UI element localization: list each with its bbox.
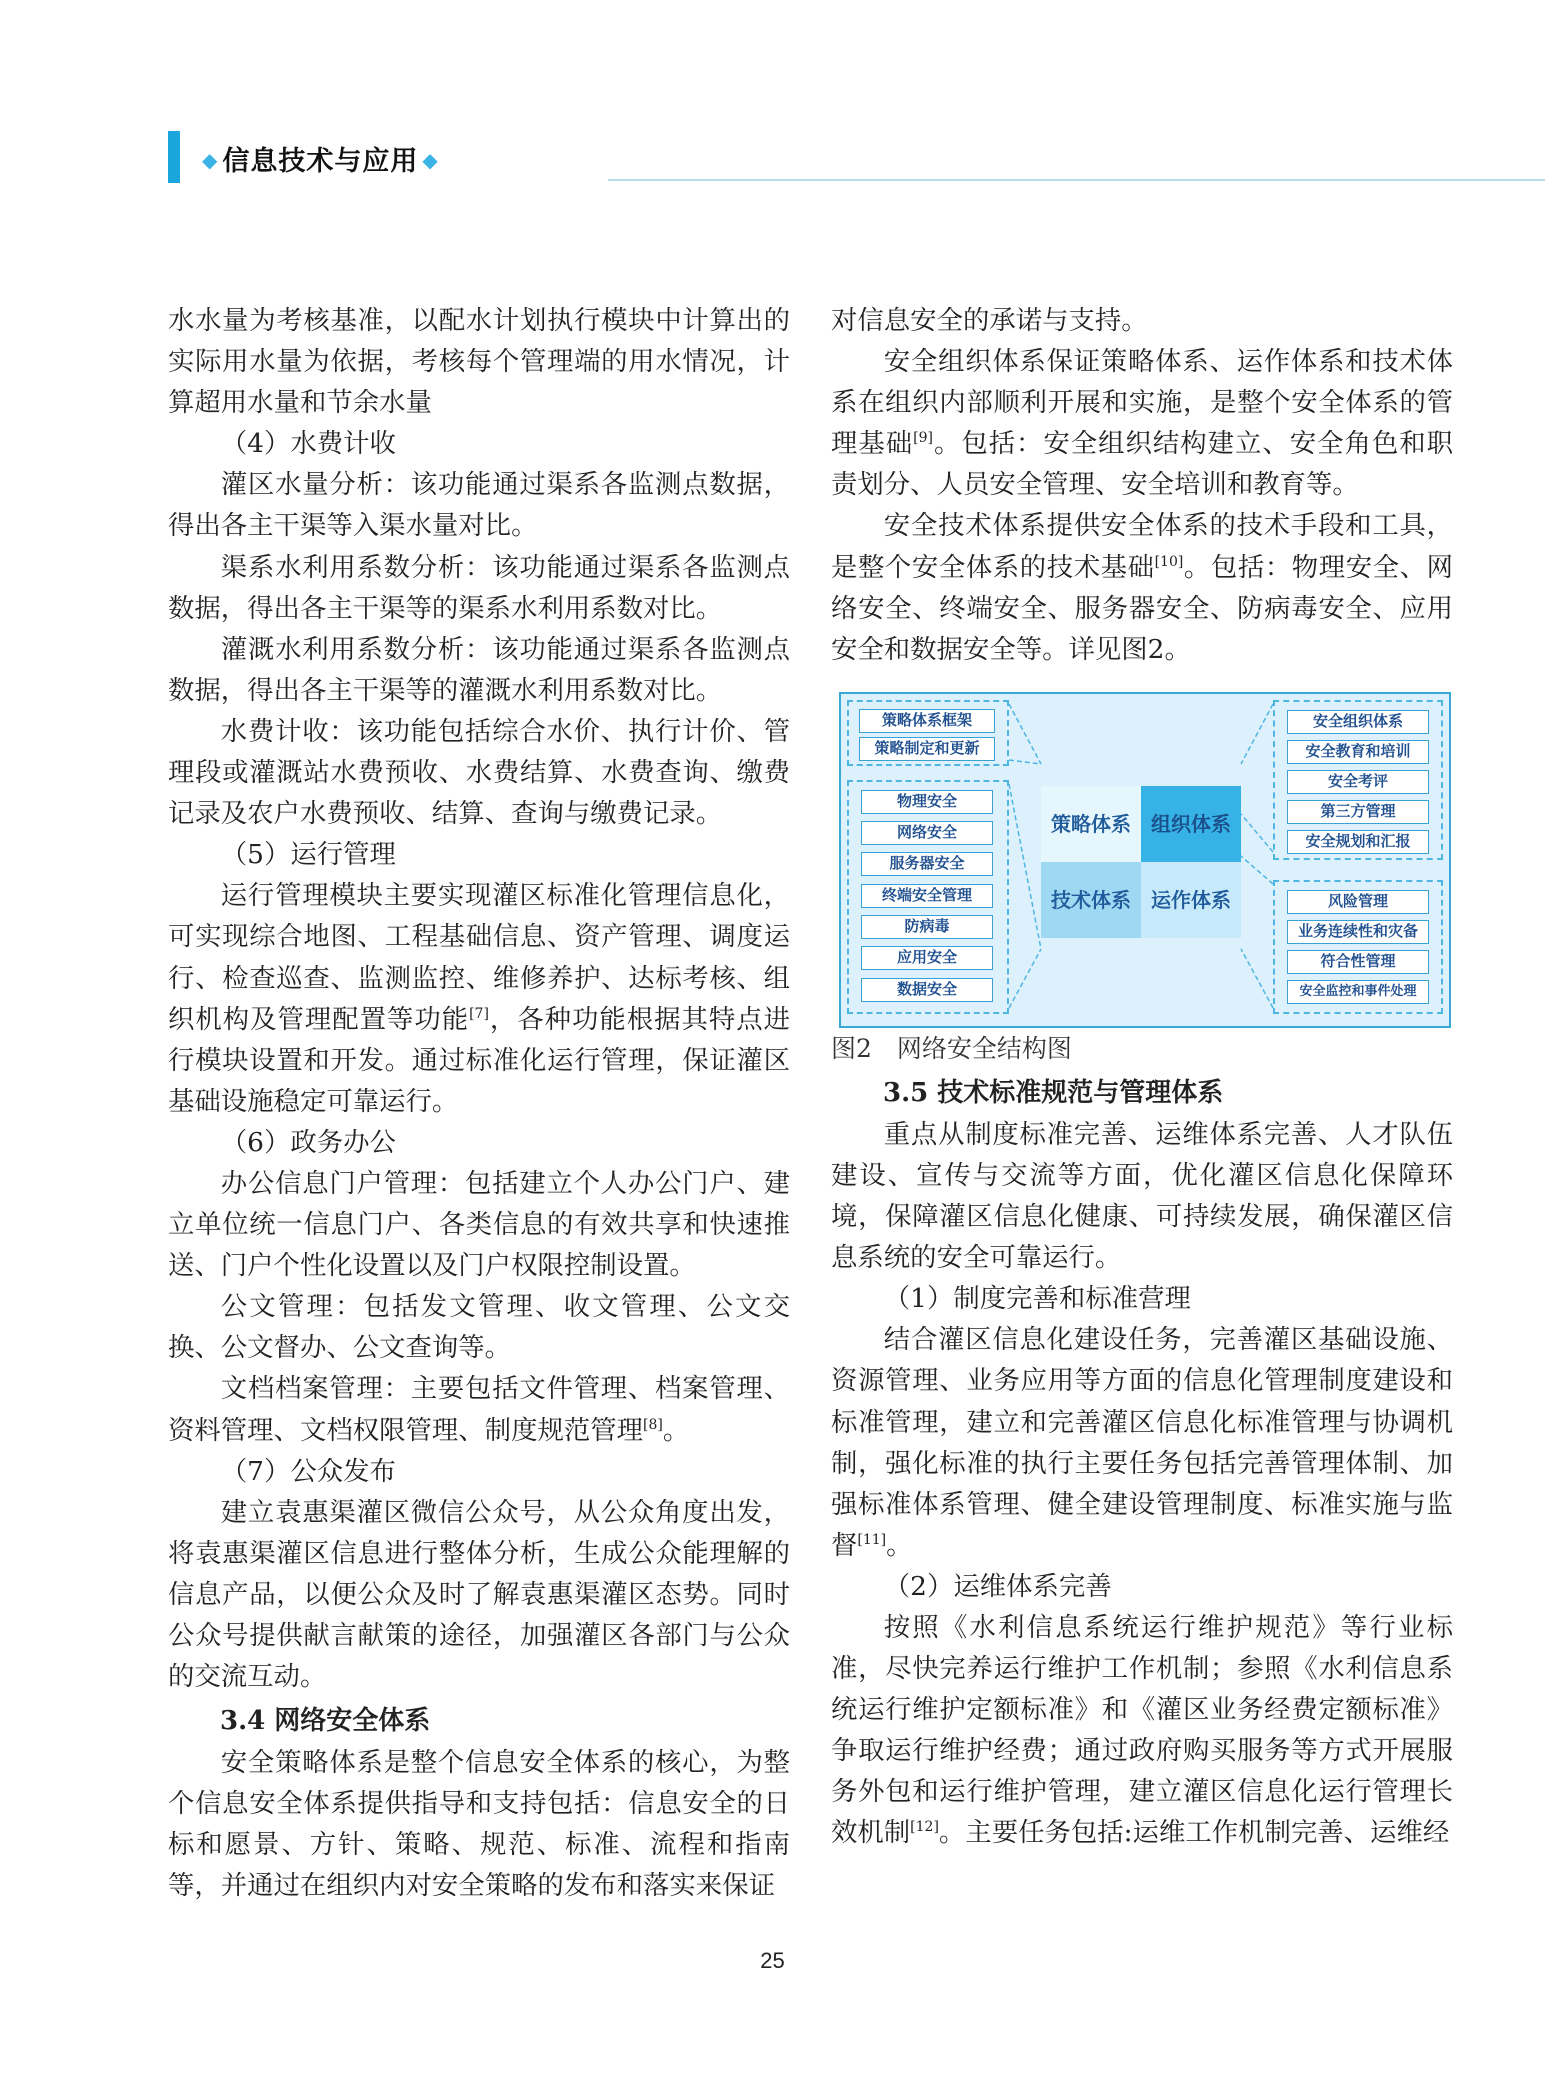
connector-line bbox=[1241, 814, 1273, 852]
citation: [7] bbox=[469, 1005, 489, 1022]
org-item: 安全考评 bbox=[1287, 770, 1429, 794]
subheading: （2）运维体系完善 bbox=[883, 1570, 1112, 1602]
journal-section-title bbox=[198, 139, 443, 178]
org-item: 第三方管理 bbox=[1287, 800, 1429, 824]
text: ，各种功能根据其特点进行模块设置和开发。通过标准化运行管理，保证灌区基础设施稳定可靠运行。 bbox=[168, 1003, 790, 1117]
text: 。包括：安全组织结构建立、安全角色和职责划分、人员安全管理、安全培训和教育等。 bbox=[831, 428, 1454, 501]
paragraph: 水费计收：该功能包括综合水价、执行计价、管理段或灌溉站水费预收、水费结算、水费查询、缴费记录及农户水费预收、结算、查询与缴费记录。 bbox=[168, 715, 790, 830]
text: 。包括：物理安全、网络安全、终端安全、服务器安全、防病毒安全、应用安全和数据安全等。详见图2。 bbox=[831, 551, 1454, 665]
section-heading: 3.5 技术标准规范与管理体系 bbox=[883, 1077, 1224, 1108]
paragraph: 灌溉水利用系数分析：该功能通过渠系各监测点数据，得出各主干渠等的灌溉水利用系数对比。 bbox=[168, 633, 790, 706]
header-accent-bar bbox=[168, 131, 180, 183]
strategy-item: 策略体系框架 bbox=[859, 709, 995, 733]
running-header bbox=[168, 131, 1545, 183]
paragraph bbox=[831, 1607, 1453, 1854]
section-heading: 3.4 网络安全体系 bbox=[220, 1706, 431, 1737]
text: 运行管理模块主要实现灌区标准化管理信息化，可实现综合地图、工程基础信息、资产管理、调度运行、检查巡查、监测监控、维修养护、达标考核、组织机构及管理配置等功能 bbox=[168, 880, 790, 1035]
connector-line bbox=[1009, 760, 1041, 764]
ops-item: 符合性管理 bbox=[1287, 950, 1429, 974]
tech-item: 终端安全管理 bbox=[861, 884, 993, 908]
paragraph bbox=[168, 875, 790, 1122]
strategy-item: 策略制定和更新 bbox=[859, 737, 995, 761]
subheading: （1）制度完善和标准营理 bbox=[883, 1283, 1191, 1315]
subheading: （7）公众发布 bbox=[220, 1455, 396, 1487]
tech-item: 服务器安全 bbox=[861, 852, 993, 876]
text: 按照《水利信息系统运行维护规范》等行业标准，尽快完养运行维护工作机制；参照《水利信息系统运行维护定额标准》和《灌区业务经费定额标准》争取运行维护经费；通过政府购买服务等方式开展服务外包和运行维护管理，建立灌区信息化运行管理长效机制 bbox=[831, 1611, 1453, 1849]
right-column bbox=[831, 300, 1453, 1854]
text: 。主要任务包括:运维工作机制完善、运维经 bbox=[938, 1817, 1450, 1849]
header-rule bbox=[608, 179, 1545, 181]
subheading: （5）运行管理 bbox=[220, 839, 396, 871]
connector-line bbox=[1241, 856, 1273, 884]
citation: [8] bbox=[643, 1416, 663, 1433]
tech-item: 应用安全 bbox=[861, 946, 993, 970]
header-title-text: 信息技术与应用 bbox=[222, 146, 419, 177]
tech-group bbox=[847, 780, 1009, 1014]
paragraph: 重点从制度标准完善、运维体系完善、人才队伍建设、宣传与交流等方面，优化灌区信息化保障环境，保障灌区信息化健康、可持续发展，确保灌区信息系统的安全可靠运行。 bbox=[831, 1118, 1453, 1274]
paragraph: 水水量为考核基准，以配水计划执行模块中计算出的实际用水量为依据，考核每个管理端的用水情况，计算超用水量和节余水量 bbox=[168, 305, 790, 419]
ops-item: 安全监控和事件处理 bbox=[1287, 980, 1429, 1004]
ops-item: 业务连续性和灾备 bbox=[1287, 920, 1429, 944]
strategy-group bbox=[847, 700, 1009, 766]
ops-item: 风险管理 bbox=[1287, 890, 1429, 914]
quad-operation: 运作体系 bbox=[1141, 862, 1241, 938]
paragraph bbox=[831, 505, 1453, 669]
quad-technology: 技术体系 bbox=[1041, 862, 1141, 938]
page-number: 25 bbox=[760, 1948, 785, 1973]
paragraph: 公文管理：包括发文管理、收文管理、公文交换、公文督办、公文查询等。 bbox=[168, 1291, 790, 1364]
left-column bbox=[168, 300, 790, 1907]
diamond-icon: ◆ bbox=[202, 148, 219, 172]
org-item: 安全教育和培训 bbox=[1287, 740, 1429, 764]
paragraph: 灌区水量分析：该功能通过渠系各监测点数据，得出各主干渠等入渠水量对比。 bbox=[168, 469, 790, 542]
org-group bbox=[1273, 700, 1443, 860]
tech-item: 数据安全 bbox=[861, 978, 993, 1002]
subheading: （6）政务办公 bbox=[220, 1126, 396, 1158]
citation: [11] bbox=[857, 1531, 887, 1548]
connector-line bbox=[1009, 784, 1041, 949]
tech-item: 物理安全 bbox=[861, 790, 993, 814]
diamond-icon: ◆ bbox=[422, 148, 439, 172]
text: 安全组织体系保证策略体系、运作体系和技术体系在组织内部顺利开展和实施，是整个安全体系的管理基础 bbox=[831, 346, 1453, 460]
connector-line bbox=[1241, 704, 1273, 764]
paragraph bbox=[168, 1368, 790, 1450]
connector-line bbox=[1009, 704, 1041, 764]
quad-organization: 组织体系 bbox=[1141, 786, 1241, 862]
org-item: 安全规划和汇报 bbox=[1287, 830, 1429, 854]
text: 文档档案管理：主要包括文件管理、档案管理、资料管理、文档权限管理、制度规范管理 bbox=[168, 1373, 790, 1446]
figure-caption: 图2 网络安全结构图 bbox=[831, 1033, 1072, 1063]
text: 。 bbox=[662, 1414, 690, 1446]
paragraph: 建立袁惠渠灌区微信公众号，从公众角度出发，将袁惠渠灌区信息进行整体分析，生成公众能理解的信息产品，以便公众及时了解袁惠渠灌区态势。同时公众号提供献言献策的途径，加强灌区各部门与公众的交流互动。 bbox=[168, 1496, 790, 1693]
network-security-diagram bbox=[839, 692, 1451, 1028]
paragraph: 渠系水利用系数分析：该功能通过渠系各监测点数据，得出各主干渠等的渠系水利用系数对比。 bbox=[168, 551, 790, 624]
quad-strategy: 策略体系 bbox=[1041, 786, 1141, 862]
paragraph bbox=[831, 341, 1453, 505]
connector-line bbox=[1241, 949, 1273, 1008]
citation: [10] bbox=[1154, 553, 1184, 570]
paragraph: 安全策略体系是整个信息安全体系的核心，为整个信息安全体系提供指导和支持包括：信息安全的日标和愿景、方针、策略、规范、标准、流程和指南等，并通过在组织内对安全策略的发布和落实来保证 bbox=[168, 1747, 790, 1902]
subheading: （4）水费计收 bbox=[220, 428, 396, 460]
citation: [12] bbox=[910, 1819, 939, 1836]
ops-group bbox=[1273, 880, 1443, 1014]
citation: [9] bbox=[913, 430, 933, 447]
text: 。 bbox=[886, 1529, 913, 1561]
paragraph: 对信息安全的承诺与支持。 bbox=[831, 305, 1148, 336]
connector-line bbox=[1009, 949, 1041, 1008]
paragraph bbox=[831, 1319, 1453, 1566]
paragraph: 办公信息门户管理：包括建立个人办公门户、建立单位统一信息门户、各类信息的有效共享和快速推送、门户个性化设置以及门户权限控制设置。 bbox=[168, 1167, 790, 1282]
tech-item: 防病毒 bbox=[861, 915, 993, 939]
tech-item: 网络安全 bbox=[861, 821, 993, 845]
org-item: 安全组织体系 bbox=[1287, 710, 1429, 734]
text: 结合灌区信息化建设任务，完善灌区基础设施、资源管理、业务应用等方面的信息化管理制度建设和标准管理，建立和完善灌区信息化标准管理与协调机制，强化标准的执行主要任务包括完善管理体制、加强标准体系管理、健全建设管理制度、标准实施与监督 bbox=[831, 1324, 1453, 1561]
text: 安全技术体系提供安全体系的技术手段和工具，是整个安全体系的技术基础 bbox=[831, 510, 1453, 583]
